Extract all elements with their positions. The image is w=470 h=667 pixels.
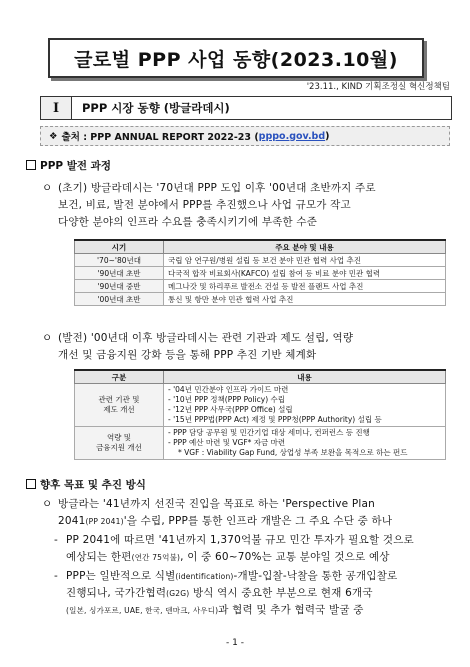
content-cell: 통신 및 항만 분야 민관 협력 사업 추진	[164, 293, 446, 306]
content-line: - '12년 PPP 사무국(PPP Office) 설립	[168, 405, 293, 414]
paragraph-goals	[42, 496, 392, 530]
table-row	[75, 280, 446, 293]
dash-bullet: -	[54, 534, 58, 546]
content-line: - PPP 담당 공무원 및 민간기업 대상 세미나, 컨퍼런스 등 진행	[168, 428, 370, 437]
footnote-line: * VGF : Viability Gap Fund, 상업성 부족 보완을 목적으로 하는 펀드	[178, 448, 408, 457]
para-text: 진행되나, 국가간협력	[66, 587, 167, 599]
col-header-content: 주요 분야 및 내용	[164, 240, 446, 254]
content-line: - '15년 PPP법(PPP Act) 제정 및 PPP청(PPP Authority) 설립 등	[168, 415, 382, 424]
section-header	[40, 96, 452, 120]
para-text: -개발-입찰-낙찰을 통한 공개입찰로	[233, 570, 398, 582]
category-line: 제도 개선	[103, 405, 135, 414]
para-line: PP 2041에 따르면 '41년까지 1,370억불 규모 민간 투자가 필요할 것으로	[66, 534, 414, 546]
para-text: '을 수립, PPP를 통한 인프라 개발은 그 주요 수단 중 하나	[123, 515, 393, 527]
paragraph-development	[42, 330, 353, 364]
para-text: 과 협력 및 추가 협력국 발굴 중	[218, 604, 364, 616]
period-cell: '00년대 초반	[75, 293, 164, 306]
para-text: , 이 중 60~70%는 교통 분야일 것으로 예상	[180, 551, 390, 563]
para-line: 개선 및 금융지원 강화 등을 통해 PPP 추진 기반 체계화	[58, 349, 317, 361]
circle-bullet: ㅇ	[42, 182, 53, 194]
content-cell: 다국적 합작 비료회사(KAFCO) 설립 참여 등 비료 분야 민관 협력	[164, 267, 446, 280]
content-cell: 국립 암 연구원/병원 설립 등 보건 분야 민관 협력 사업 추진	[164, 254, 446, 267]
source-link[interactable]: pppo.gov.bd	[258, 130, 326, 142]
department-line: '23.11., KIND 기획조정실 혁신정책팀	[306, 82, 450, 92]
para-line: 보건, 비료, 발전 분야에서 PPP를 추진했으나 사업 규모가 작고	[58, 199, 351, 211]
para-text: 예상되는 한편	[66, 551, 132, 563]
para-line: (초기) 방글라데시는 '70년대 PPP 도입 이후 '00년대 초반까지 주로	[58, 182, 376, 194]
para-small-text: (연간 75억불)	[131, 553, 181, 562]
heading-text: 향후 목표 및 추진 방식	[40, 479, 146, 491]
table-row	[75, 254, 446, 267]
para-text: 2041	[58, 515, 86, 527]
para-line: 다양한 분야의 인프라 수요를 충족시키기에 부족한 수준	[58, 216, 318, 228]
para-text: PPP는 일반적으로 식별	[66, 570, 176, 582]
period-cell: '70~'80년대	[75, 254, 164, 267]
heading-goals	[26, 477, 146, 492]
para-small-text: (identification)	[175, 572, 234, 581]
heading-text: PPP 발전 과정	[40, 160, 111, 172]
content-line: - '10년 PPP 정책(PPP Policy) 수립	[168, 395, 286, 404]
square-bullet-icon	[26, 479, 36, 489]
table-row	[75, 267, 446, 280]
table-row	[75, 293, 446, 306]
period-cell: '90년대 중반	[75, 280, 164, 293]
para-small-text: (일본, 싱가포르, UAE, 한국, 덴마크, 사우디)	[66, 606, 219, 615]
category-line: 역량 및	[106, 433, 132, 442]
period-cell: '90년대 초반	[75, 267, 164, 280]
para-line: (발전) '00년대 이후 방글라데시는 관련 기관과 제도 설립, 역량	[58, 332, 354, 344]
square-bullet-icon	[26, 160, 36, 170]
page-number: - 1 -	[226, 638, 244, 648]
content-cell: 메그나갓 및 하리푸르 발전소 건설 등 발전 플랜트 사업 추진	[164, 280, 446, 293]
history-table	[74, 239, 446, 306]
source-note	[40, 126, 450, 146]
category-cell	[75, 384, 164, 427]
para-small-text: (G2G)	[166, 589, 190, 598]
category-cell	[75, 427, 164, 460]
section-number: Ⅰ	[41, 97, 72, 119]
content-line: - PPP 예산 마련 및 VGF* 자금 마련	[168, 438, 286, 447]
source-label: 출처 : PPP ANNUAL REPORT 2022-23 (	[61, 132, 259, 143]
col-header-content: 내용	[164, 370, 446, 384]
content-cell	[164, 427, 446, 460]
bullet-procurement	[54, 568, 397, 619]
source-end: )	[325, 130, 330, 142]
table-row	[75, 384, 446, 427]
table-row	[75, 427, 446, 460]
content-cell	[164, 384, 446, 427]
col-header-period: 시기	[75, 240, 164, 254]
bullet-investment	[54, 532, 414, 566]
category-line: 관련 기관 및	[98, 395, 140, 404]
heading-ppp-development	[26, 158, 111, 173]
para-small-text: (PP 2041)	[85, 517, 124, 526]
content-line: - '04년 민간분야 인프라 가이드 마련	[168, 385, 289, 394]
para-text: 방식 역시 중요한 부분으로 현재 6개국	[189, 587, 373, 599]
category-line: 금융지원 개선	[96, 443, 142, 452]
diamond-bullet-icon: ❖	[49, 130, 58, 142]
col-header-category: 구분	[75, 370, 164, 384]
section-title: PPP 시장 동향 (방글라데시)	[82, 101, 230, 115]
dash-bullet: -	[54, 570, 58, 582]
paragraph-early	[42, 180, 376, 231]
circle-bullet: ㅇ	[42, 332, 53, 344]
institution-table	[74, 369, 446, 460]
para-line: 방글라는 '41년까지 선진국 진입을 목표로 하는 'Perspective Plan	[58, 498, 376, 510]
circle-bullet: ㅇ	[42, 498, 53, 510]
document-title: 글로벌 PPP 사업 동향(2023.10월)	[48, 38, 424, 78]
